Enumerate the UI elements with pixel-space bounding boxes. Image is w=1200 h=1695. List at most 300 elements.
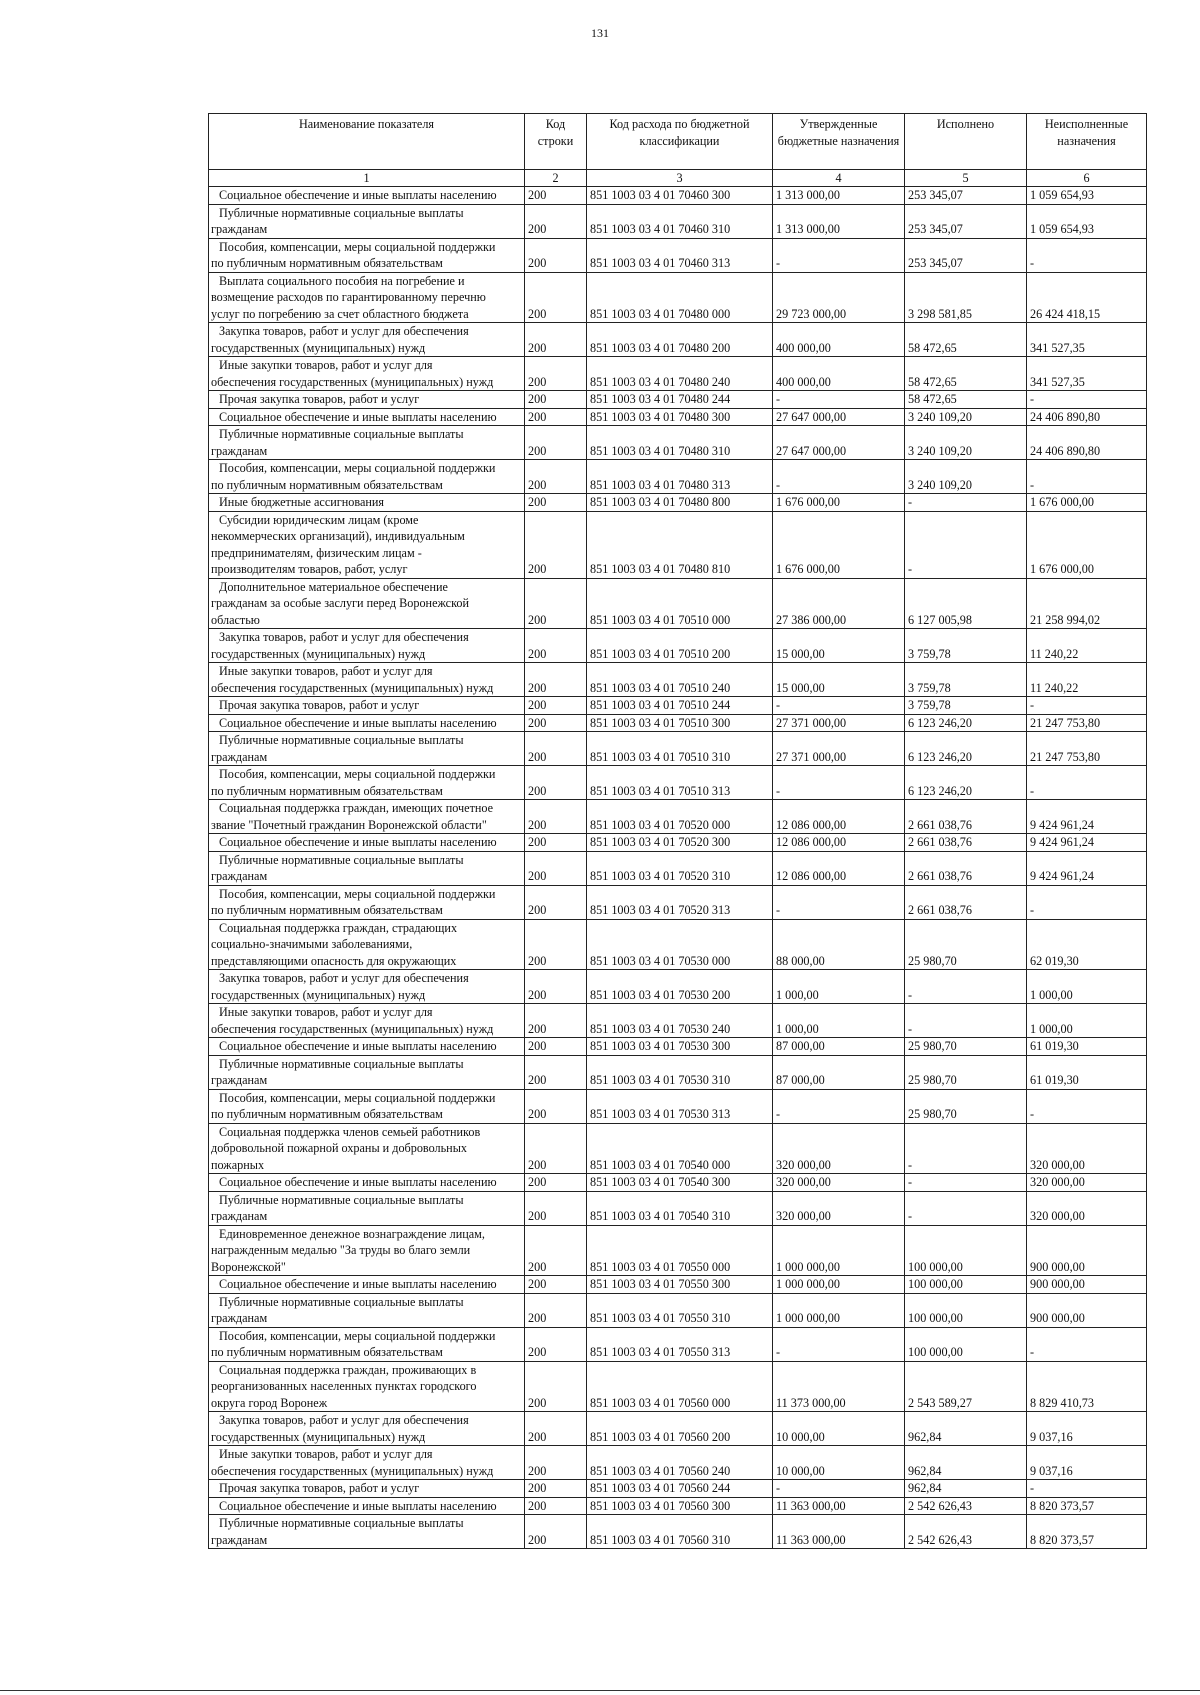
indicator-name-line: предпринимателям, физическим лицам - [211, 545, 422, 560]
approved-amount-cell: 12 086 000,00 [773, 800, 905, 834]
approved-amount-cell: 11 363 000,00 [773, 1515, 905, 1549]
line-code-cell: 200 [525, 272, 587, 323]
classification-code-cell: 851 1003 03 4 01 70560 000 [587, 1361, 773, 1412]
unexecuted-amount-cell: 1 059 654,93 [1027, 187, 1147, 205]
indicator-name-line: Пособия, компенсации, меры социальной поддержки [219, 767, 496, 781]
indicator-name-cell [209, 714, 525, 732]
classification-code-cell: 851 1003 03 4 01 70510 310 [587, 732, 773, 766]
table-row [209, 1412, 1147, 1446]
executed-amount-cell: - [905, 1191, 1027, 1225]
indicator-name-line: Иные бюджетные ассигнования [219, 495, 385, 509]
unexecuted-amount-cell: 1 676 000,00 [1027, 511, 1147, 578]
indicator-name-cell [209, 1191, 525, 1225]
table-row [209, 578, 1147, 629]
indicator-name-cell [209, 1089, 525, 1123]
unexecuted-amount-cell: 1 059 654,93 [1027, 204, 1147, 238]
indicator-name-line: Социальное обеспечение и иные выплаты населению [219, 835, 497, 849]
indicator-name-cell [209, 1123, 525, 1174]
executed-amount-cell: 6 123 246,20 [905, 766, 1027, 800]
indicator-name-line: обеспечения государственных (муниципальных) нужд [211, 374, 494, 389]
executed-amount-cell: 3 759,78 [905, 663, 1027, 697]
executed-amount-cell: 2 661 038,76 [905, 834, 1027, 852]
unexecuted-amount-cell: - [1027, 460, 1147, 494]
classification-code-cell: 851 1003 03 4 01 70510 244 [587, 697, 773, 715]
indicator-name-cell [209, 511, 525, 578]
unexecuted-amount-cell: 21 247 753,80 [1027, 732, 1147, 766]
table-row [209, 1089, 1147, 1123]
line-code-cell: 200 [525, 1225, 587, 1276]
executed-amount-cell: 962,84 [905, 1446, 1027, 1480]
table-row [209, 851, 1147, 885]
approved-amount-cell: 400 000,00 [773, 357, 905, 391]
indicator-name-line: государственных (муниципальных) нужд [211, 646, 426, 661]
approved-amount-cell: 1 313 000,00 [773, 204, 905, 238]
budget-execution-table [208, 113, 1147, 1549]
unexecuted-amount-cell: - [1027, 885, 1147, 919]
line-code-cell: 200 [525, 1412, 587, 1446]
line-code-cell: 200 [525, 970, 587, 1004]
indicator-name-line: гражданам [211, 869, 268, 883]
approved-amount-cell: 27 647 000,00 [773, 426, 905, 460]
classification-code-cell: 851 1003 03 4 01 70530 240 [587, 1004, 773, 1038]
classification-code-cell: 851 1003 03 4 01 70480 810 [587, 511, 773, 578]
indicator-name-line: государственных (муниципальных) нужд [211, 1429, 426, 1444]
unexecuted-amount-cell: - [1027, 766, 1147, 800]
indicator-name-cell [209, 1412, 525, 1446]
indicator-name-cell [209, 885, 525, 919]
approved-amount-cell: 88 000,00 [773, 919, 905, 970]
indicator-name-line: Прочая закупка товаров, работ и услуг [219, 698, 420, 712]
unexecuted-amount-cell: 1 000,00 [1027, 1004, 1147, 1038]
table-row [209, 714, 1147, 732]
approved-amount-cell: 12 086 000,00 [773, 851, 905, 885]
unexecuted-amount-cell: 8 820 373,57 [1027, 1497, 1147, 1515]
approved-amount-cell: 27 371 000,00 [773, 714, 905, 732]
line-code-cell: 200 [525, 1276, 587, 1294]
executed-amount-cell: 25 980,70 [905, 1089, 1027, 1123]
classification-code-cell: 851 1003 03 4 01 70510 200 [587, 629, 773, 663]
table-row [209, 1123, 1147, 1174]
indicator-name-line: Закупка товаров, работ и услуг для обеспечения [219, 630, 469, 644]
table-row [209, 834, 1147, 852]
table-row [209, 663, 1147, 697]
table-row [209, 1191, 1147, 1225]
classification-code-cell: 851 1003 03 4 01 70510 313 [587, 766, 773, 800]
approved-amount-cell: 1 676 000,00 [773, 511, 905, 578]
executed-amount-cell: - [905, 1004, 1027, 1038]
unexecuted-amount-cell: 341 527,35 [1027, 323, 1147, 357]
table-row [209, 460, 1147, 494]
header-executed: Исполнено [905, 114, 1027, 170]
indicator-name-line: Публичные нормативные социальные выплаты [219, 1056, 464, 1071]
table-row [209, 970, 1147, 1004]
table-row [209, 408, 1147, 426]
unexecuted-amount-cell: 9 424 961,24 [1027, 834, 1147, 852]
approved-amount-cell: 27 371 000,00 [773, 732, 905, 766]
approved-amount-cell: - [773, 1480, 905, 1498]
table-body [209, 187, 1147, 1549]
executed-amount-cell: - [905, 1123, 1027, 1174]
table-row [209, 885, 1147, 919]
indicator-name-line: по публичным нормативным обязательствам [211, 1345, 443, 1359]
approved-amount-cell: 11 373 000,00 [773, 1361, 905, 1412]
table-row [209, 511, 1147, 578]
classification-code-cell: 851 1003 03 4 01 70480 313 [587, 460, 773, 494]
executed-amount-cell: 100 000,00 [905, 1293, 1027, 1327]
executed-amount-cell: 3 240 109,20 [905, 408, 1027, 426]
executed-amount-cell: - [905, 494, 1027, 512]
unexecuted-amount-cell: 11 240,22 [1027, 629, 1147, 663]
approved-amount-cell: 12 086 000,00 [773, 834, 905, 852]
indicator-name-line: Публичные нормативные социальные выплаты [219, 1516, 464, 1530]
indicator-name-cell [209, 663, 525, 697]
table-row [209, 426, 1147, 460]
executed-amount-cell: 962,84 [905, 1412, 1027, 1446]
approved-amount-cell: 1 000,00 [773, 1004, 905, 1038]
classification-code-cell: 851 1003 03 4 01 70530 000 [587, 919, 773, 970]
unexecuted-amount-cell: 11 240,22 [1027, 663, 1147, 697]
classification-code-cell: 851 1003 03 4 01 70550 300 [587, 1276, 773, 1294]
table-row [209, 238, 1147, 272]
indicator-name-line: Социальная поддержка граждан, проживающих в [219, 1362, 477, 1377]
indicator-name-cell [209, 800, 525, 834]
unexecuted-amount-cell: - [1027, 238, 1147, 272]
indicator-name-cell [209, 1038, 525, 1056]
line-code-cell: 200 [525, 323, 587, 357]
indicator-name-line: гражданам [211, 749, 268, 764]
indicator-name-line: услуг по погребению за счет областного бюджета [211, 306, 469, 321]
approved-amount-cell: 320 000,00 [773, 1174, 905, 1192]
executed-amount-cell: - [905, 511, 1027, 578]
table-row [209, 1038, 1147, 1056]
approved-amount-cell: 11 363 000,00 [773, 1497, 905, 1515]
indicator-name-line: Публичные нормативные социальные выплаты [219, 1192, 464, 1207]
executed-amount-cell: 3 240 109,20 [905, 426, 1027, 460]
unexecuted-amount-cell: 1 676 000,00 [1027, 494, 1147, 512]
indicator-name-line: гражданам [211, 1311, 268, 1325]
indicator-name-line: гражданам за особые заслуги перед Воронежской [211, 596, 470, 610]
executed-amount-cell: 2 661 038,76 [905, 800, 1027, 834]
unexecuted-amount-cell: 9 037,16 [1027, 1446, 1147, 1480]
unexecuted-amount-cell: 24 406 890,80 [1027, 426, 1147, 460]
indicator-name-line: округа город Воронеж [211, 1395, 328, 1410]
table-row [209, 766, 1147, 800]
classification-code-cell: 851 1003 03 4 01 70510 000 [587, 578, 773, 629]
line-code-cell: 200 [525, 714, 587, 732]
page-number: 131 [591, 26, 609, 40]
approved-amount-cell: - [773, 1089, 905, 1123]
table-row [209, 1004, 1147, 1038]
executed-amount-cell: 25 980,70 [905, 1038, 1027, 1056]
classification-code-cell: 851 1003 03 4 01 70520 000 [587, 800, 773, 834]
indicator-name-cell [209, 204, 525, 238]
executed-amount-cell: - [905, 1174, 1027, 1192]
approved-amount-cell: 1 313 000,00 [773, 187, 905, 205]
indicator-name-line: возмещение расходов по гарантированному перечню [211, 290, 486, 304]
indicator-name-line: Пособия, компенсации, меры социальной поддержки [219, 1090, 496, 1105]
unexecuted-amount-cell: 320 000,00 [1027, 1123, 1147, 1174]
table-row [209, 629, 1147, 663]
unexecuted-amount-cell: - [1027, 391, 1147, 409]
classification-code-cell: 851 1003 03 4 01 70510 240 [587, 663, 773, 697]
classification-code-cell: 851 1003 03 4 01 70480 000 [587, 272, 773, 323]
unexecuted-amount-cell: 320 000,00 [1027, 1191, 1147, 1225]
indicator-name-cell [209, 494, 525, 512]
indicator-name-cell [209, 1055, 525, 1089]
executed-amount-cell: 100 000,00 [905, 1327, 1027, 1361]
table-row [209, 272, 1147, 323]
executed-amount-cell: 3 298 581,85 [905, 272, 1027, 323]
line-code-cell: 200 [525, 426, 587, 460]
approved-amount-cell: 87 000,00 [773, 1038, 905, 1056]
line-code-cell: 200 [525, 511, 587, 578]
indicator-name-line: гражданам [211, 1209, 268, 1223]
indicator-name-line: обеспечения государственных (муниципальных) нужд [211, 1021, 494, 1036]
executed-amount-cell: 25 980,70 [905, 1055, 1027, 1089]
indicator-name-cell [209, 1276, 525, 1294]
indicator-name-line: представляющими опасность для окружающих [211, 953, 457, 968]
indicator-name-line: гражданам [211, 443, 268, 458]
table-row [209, 494, 1147, 512]
table-row [209, 1174, 1147, 1192]
unexecuted-amount-cell: 62 019,30 [1027, 919, 1147, 970]
indicator-name-line: обеспечения государственных (муниципальных) нужд [211, 680, 494, 695]
approved-amount-cell: - [773, 1327, 905, 1361]
indicator-name-line: Единовременное денежное вознаграждение лицам, [219, 1226, 485, 1241]
table-row [209, 1480, 1147, 1498]
executed-amount-cell: 253 345,07 [905, 238, 1027, 272]
classification-code-cell: 851 1003 03 4 01 70460 310 [587, 204, 773, 238]
executed-amount-cell: 100 000,00 [905, 1225, 1027, 1276]
line-code-cell: 200 [525, 629, 587, 663]
indicator-name-line: Социальное обеспечение и иные выплаты населению [219, 715, 497, 730]
classification-code-cell: 851 1003 03 4 01 70540 300 [587, 1174, 773, 1192]
table-row [209, 732, 1147, 766]
indicator-name-cell [209, 323, 525, 357]
classification-code-cell: 851 1003 03 4 01 70480 200 [587, 323, 773, 357]
executed-amount-cell: 2 542 626,43 [905, 1497, 1027, 1515]
indicator-name-line: Публичные нормативные социальные выплаты [219, 1294, 464, 1309]
classification-code-cell: 851 1003 03 4 01 70480 310 [587, 426, 773, 460]
executed-amount-cell: 3 759,78 [905, 629, 1027, 663]
indicator-name-cell [209, 1293, 525, 1327]
line-code-cell: 200 [525, 238, 587, 272]
classification-code-cell: 851 1003 03 4 01 70480 244 [587, 391, 773, 409]
unexecuted-amount-cell: 61 019,30 [1027, 1055, 1147, 1089]
indicator-name-line: Прочая закупка товаров, работ и услуг [219, 1481, 420, 1495]
indicator-name-line: государственных (муниципальных) нужд [211, 987, 426, 1002]
classification-code-cell: 851 1003 03 4 01 70560 310 [587, 1515, 773, 1549]
indicator-name-cell [209, 1225, 525, 1276]
indicator-name-line: Социальное обеспечение и иные выплаты населению [219, 1039, 497, 1053]
indicator-name-cell [209, 1004, 525, 1038]
indicator-name-cell [209, 1174, 525, 1192]
unexecuted-amount-cell: 24 406 890,80 [1027, 408, 1147, 426]
indicator-name-cell [209, 970, 525, 1004]
classification-code-cell: 851 1003 03 4 01 70530 200 [587, 970, 773, 1004]
approved-amount-cell: 87 000,00 [773, 1055, 905, 1089]
indicator-name-line: Пособия, компенсации, меры социальной поддержки [219, 1328, 496, 1343]
indicator-name-line: Публичные нормативные социальные выплаты [219, 205, 464, 220]
line-code-cell: 200 [525, 663, 587, 697]
indicator-name-line: Социальное обеспечение и иные выплаты населению [219, 409, 497, 424]
executed-amount-cell: 25 980,70 [905, 919, 1027, 970]
column-number: 4 [773, 170, 905, 187]
unexecuted-amount-cell: - [1027, 1327, 1147, 1361]
line-code-cell: 200 [525, 1293, 587, 1327]
indicator-name-line: по публичным нормативным обязательствам [211, 256, 443, 270]
indicator-name-line: производителям товаров, работ, услуг [211, 562, 408, 576]
indicator-name-cell [209, 357, 525, 391]
indicator-name-cell [209, 238, 525, 272]
line-code-cell: 200 [525, 732, 587, 766]
approved-amount-cell: 10 000,00 [773, 1412, 905, 1446]
classification-code-cell: 851 1003 03 4 01 70530 313 [587, 1089, 773, 1123]
approved-amount-cell: - [773, 238, 905, 272]
line-code-cell: 200 [525, 1497, 587, 1515]
executed-amount-cell: 58 472,65 [905, 323, 1027, 357]
executed-amount-cell: 6 123 246,20 [905, 714, 1027, 732]
approved-amount-cell: 15 000,00 [773, 663, 905, 697]
indicator-name-cell [209, 408, 525, 426]
executed-amount-cell: 2 661 038,76 [905, 851, 1027, 885]
indicator-name-line: Иные закупки товаров, работ и услуг для [219, 1447, 433, 1461]
indicator-name-line: звание "Почетный гражданин Воронежской области" [211, 817, 487, 832]
indicator-name-line: гражданам [211, 1532, 268, 1547]
indicator-name-cell [209, 426, 525, 460]
indicator-name-cell [209, 391, 525, 409]
unexecuted-amount-cell: - [1027, 697, 1147, 715]
unexecuted-amount-cell: 61 019,30 [1027, 1038, 1147, 1056]
approved-amount-cell: - [773, 885, 905, 919]
indicator-name-cell [209, 578, 525, 629]
column-number: 3 [587, 170, 773, 187]
indicator-name-line: Закупка товаров, работ и услуг для обеспечения [219, 324, 469, 338]
indicator-name-line: обеспечения государственных (муниципальных) нужд [211, 1463, 494, 1478]
indicator-name-line: гражданам [211, 222, 268, 236]
approved-amount-cell: - [773, 697, 905, 715]
indicator-name-line: Социальное обеспечение и иные выплаты населению [219, 1175, 497, 1189]
indicator-name-cell [209, 1446, 525, 1480]
line-code-cell: 200 [525, 885, 587, 919]
line-code-cell: 200 [525, 494, 587, 512]
classification-code-cell: 851 1003 03 4 01 70560 200 [587, 1412, 773, 1446]
indicator-name-line: пожарных [211, 1157, 265, 1172]
indicator-name-line: Дополнительное материальное обеспечение [219, 579, 448, 594]
line-code-cell: 200 [525, 1446, 587, 1480]
table-row [209, 1446, 1147, 1480]
indicator-name-cell [209, 732, 525, 766]
line-code-cell: 200 [525, 391, 587, 409]
table-row [209, 919, 1147, 970]
line-code-cell: 200 [525, 1480, 587, 1498]
approved-amount-cell: 400 000,00 [773, 323, 905, 357]
classification-code-cell: 851 1003 03 4 01 70460 313 [587, 238, 773, 272]
header-indicator-name: Наименование показателя [209, 114, 525, 170]
approved-amount-cell: 27 647 000,00 [773, 408, 905, 426]
indicator-name-line: гражданам [211, 1073, 268, 1087]
indicator-name-line: Публичные нормативные социальные выплаты [219, 427, 464, 441]
unexecuted-amount-cell: 900 000,00 [1027, 1293, 1147, 1327]
indicator-name-cell [209, 1497, 525, 1515]
line-code-cell: 200 [525, 800, 587, 834]
line-code-cell: 200 [525, 766, 587, 800]
approved-amount-cell: 1 000,00 [773, 970, 905, 1004]
classification-code-cell: 851 1003 03 4 01 70560 240 [587, 1446, 773, 1480]
unexecuted-amount-cell: 320 000,00 [1027, 1174, 1147, 1192]
table-row [209, 1497, 1147, 1515]
classification-code-cell: 851 1003 03 4 01 70550 000 [587, 1225, 773, 1276]
classification-code-cell: 851 1003 03 4 01 70530 310 [587, 1055, 773, 1089]
line-code-cell: 200 [525, 1123, 587, 1174]
table-row [209, 204, 1147, 238]
indicator-name-line: Иные закупки товаров, работ и услуг для [219, 358, 433, 372]
unexecuted-amount-cell: 9 037,16 [1027, 1412, 1147, 1446]
unexecuted-amount-cell: 341 527,35 [1027, 357, 1147, 391]
executed-amount-cell: 6 127 005,98 [905, 578, 1027, 629]
classification-code-cell: 851 1003 03 4 01 70550 313 [587, 1327, 773, 1361]
executed-amount-cell: 962,84 [905, 1480, 1027, 1498]
line-code-cell: 200 [525, 1361, 587, 1412]
unexecuted-amount-cell: 9 424 961,24 [1027, 800, 1147, 834]
table-row [209, 1515, 1147, 1549]
approved-amount-cell: 15 000,00 [773, 629, 905, 663]
unexecuted-amount-cell: 26 424 418,15 [1027, 272, 1147, 323]
indicator-name-line: социально-значимыми заболеваниями, [211, 937, 413, 951]
indicator-name-line: государственных (муниципальных) нужд [211, 340, 426, 355]
line-code-cell: 200 [525, 1038, 587, 1056]
indicator-name-line: некоммерческих организаций), индивидуальным [211, 529, 465, 543]
unexecuted-amount-cell: 1 000,00 [1027, 970, 1147, 1004]
indicator-name-line: Иные закупки товаров, работ и услуг для [219, 664, 433, 678]
line-code-cell: 200 [525, 834, 587, 852]
executed-amount-cell: 100 000,00 [905, 1276, 1027, 1294]
indicator-name-line: добровольной пожарной охраны и добровольных [211, 1141, 467, 1155]
approved-amount-cell: 1 676 000,00 [773, 494, 905, 512]
approved-amount-cell: - [773, 460, 905, 494]
table-row [209, 357, 1147, 391]
table-row [209, 1225, 1147, 1276]
unexecuted-amount-cell: 900 000,00 [1027, 1276, 1147, 1294]
table-row [209, 391, 1147, 409]
indicator-name-line: реорганизованных населенных пунктах городского [211, 1379, 477, 1393]
classification-code-cell: 851 1003 03 4 01 70510 300 [587, 714, 773, 732]
indicator-name-line: Социальное обеспечение и иные выплаты населению [219, 188, 497, 202]
approved-amount-cell: 1 000 000,00 [773, 1276, 905, 1294]
line-code-cell: 200 [525, 1327, 587, 1361]
executed-amount-cell: - [905, 970, 1027, 1004]
indicator-name-line: Закупка товаров, работ и услуг для обеспечения [219, 971, 469, 985]
indicator-name-cell [209, 919, 525, 970]
indicator-name-line: Прочая закупка товаров, работ и услуг [219, 392, 420, 406]
line-code-cell: 200 [525, 204, 587, 238]
approved-amount-cell: 320 000,00 [773, 1191, 905, 1225]
table-row [209, 1293, 1147, 1327]
indicator-name-line: Пособия, компенсации, меры социальной поддержки [219, 886, 496, 901]
approved-amount-cell: 10 000,00 [773, 1446, 905, 1480]
approved-amount-cell: 1 000 000,00 [773, 1293, 905, 1327]
approved-amount-cell: 27 386 000,00 [773, 578, 905, 629]
column-number: 1 [209, 170, 525, 187]
classification-code-cell: 851 1003 03 4 01 70560 244 [587, 1480, 773, 1498]
indicator-name-cell [209, 1480, 525, 1498]
classification-code-cell: 851 1003 03 4 01 70540 310 [587, 1191, 773, 1225]
executed-amount-cell: 58 472,65 [905, 357, 1027, 391]
classification-code-cell: 851 1003 03 4 01 70460 300 [587, 187, 773, 205]
unexecuted-amount-cell: 21 258 994,02 [1027, 578, 1147, 629]
classification-code-cell: 851 1003 03 4 01 70480 300 [587, 408, 773, 426]
executed-amount-cell: 3 759,78 [905, 697, 1027, 715]
